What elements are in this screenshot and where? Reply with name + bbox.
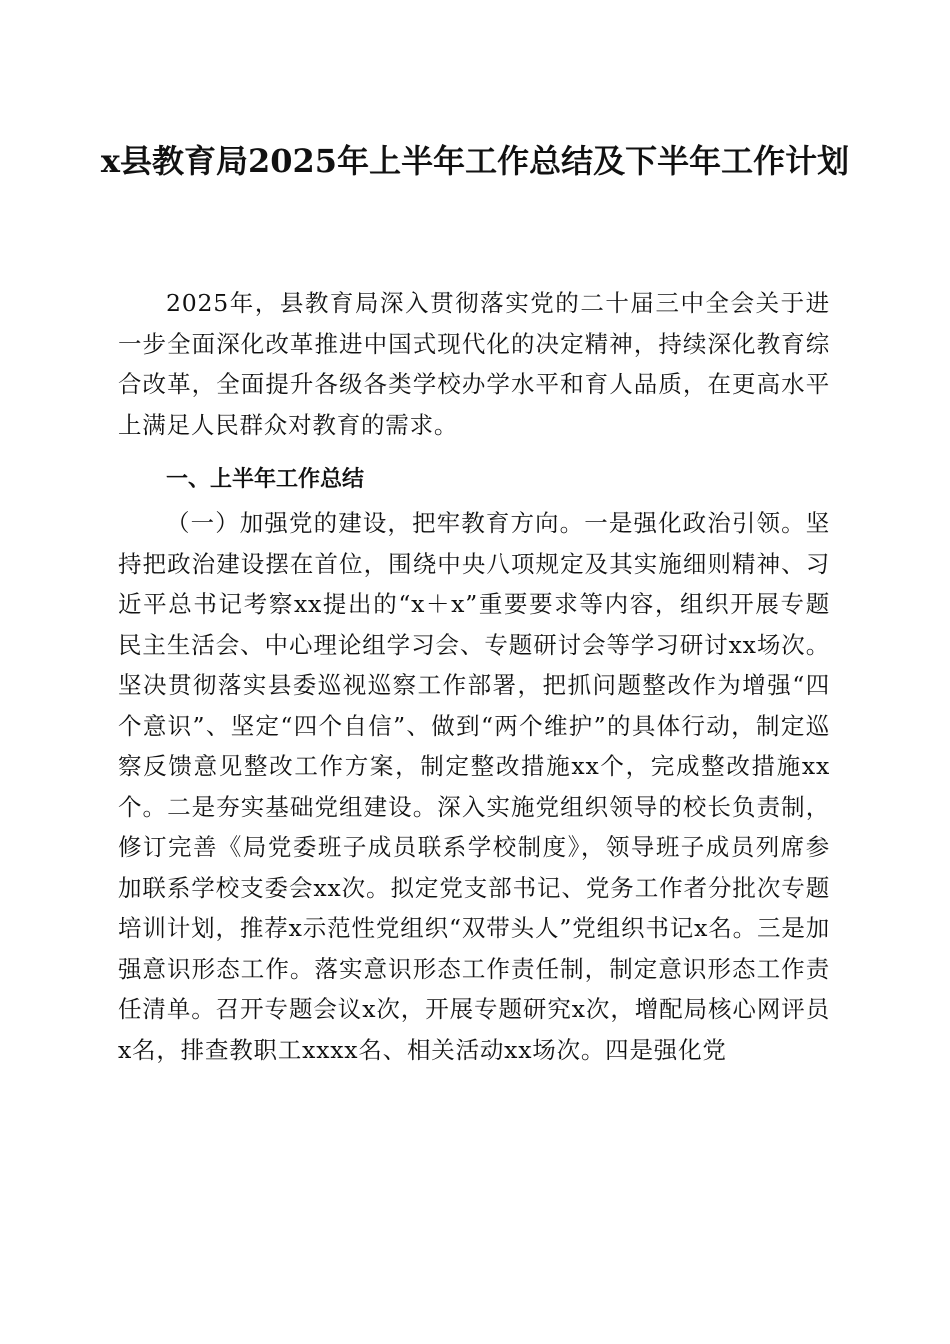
section-heading-1: 一、上半年工作总结 xyxy=(166,467,365,492)
paragraph-1 xyxy=(118,503,830,1070)
paragraph-1-body: 一是强化政治引领。坚持把政治建设摆在首位，围绕中央八项规定及其实施细则精神、习近平总书记考察xx提出的“x＋x”重要要求等内容，组织开展专题民主生活会、中心理论组学习会、专题研讨会等学习研讨xx场次。坚决贯彻落实县委巡视巡察工作部署，把抓问题整改作为增强“四个意识”、坚定“四个自信”、做到“两个维护”的具体行动，制定巡察反馈意见整改工作方案，制定整改措施xx个，完成整改措施xx个。二是夯实基础党组建设。深入实施党组织领导的校长负责制，修订完善《局党委班子成员联系学校制度》，领导班子成员列席参加联系学校支委会xx次。拟定党支部书记、党务工作者分批次专题培训计划，推荐x示范性党组织“双带头人”党组织书记x名。三是加强意识形态工作。落实意识形态工作责任制，制定意识形态工作责任清单。召开专题会议x次，开展专题研究x次，增配局核心网评员x名，排查教职工xxxx名、相关活动xx场次。四是强化党 xyxy=(118,509,830,1064)
intro-paragraph: 2025年，县教育局深入贯彻落实党的二十届三中全会关于进一步全面深化改革推进中国式现代化的决定精神，持续深化教育综合改革，全面提升各级各类学校办学水平和育人品质，在更高水平上满足人民群众对教育的需求。 xyxy=(118,289,830,439)
document-title: x县教育局2025年上半年工作总结及下半年工作计划 xyxy=(100,142,850,180)
paragraph-1-heading: （一）加强党的建设，把牢教育方向。 xyxy=(166,509,585,537)
